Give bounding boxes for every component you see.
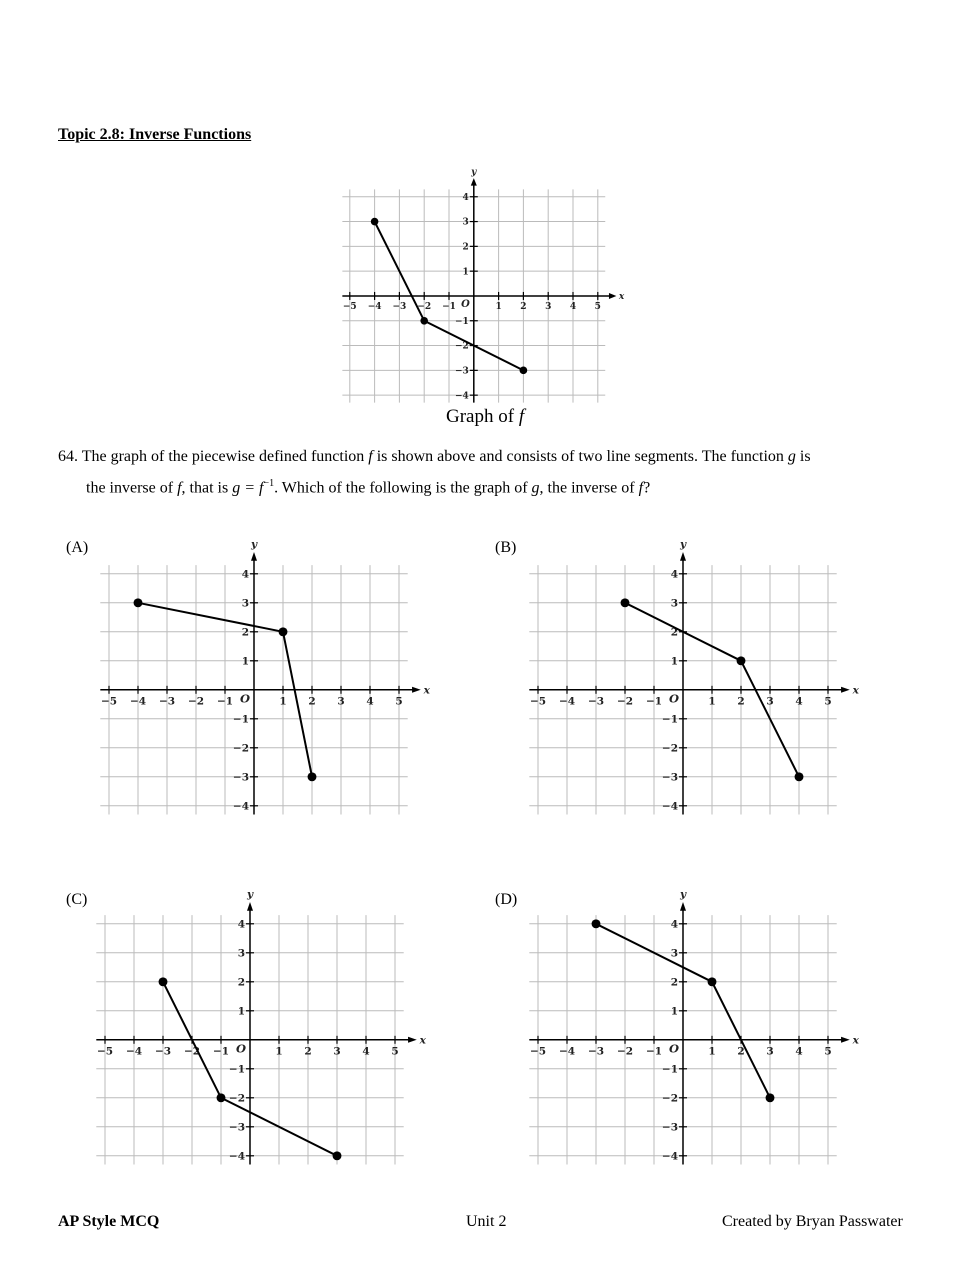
x-tick-label: −3	[392, 301, 407, 312]
y-tick-label: 4	[670, 918, 678, 931]
y-tick-label: 2	[670, 626, 678, 639]
x-tick-label: 4	[570, 301, 577, 312]
x-tick-label: 5	[391, 1045, 399, 1058]
x-tick-label: −3	[158, 695, 176, 708]
x-tick-label: 1	[708, 695, 716, 708]
graph-option-b[interactable]	[509, 539, 872, 829]
q-var-g: g	[531, 479, 540, 497]
y-tick-label: 4	[241, 568, 249, 581]
x-tick-label: −4	[558, 695, 576, 708]
origin-label: O	[239, 691, 250, 706]
x-tick-label: 1	[275, 1045, 283, 1058]
x-tick-label: 1	[495, 301, 502, 312]
question-line-2	[86, 478, 650, 497]
endpoint-dot	[592, 920, 601, 929]
y-axis-label: y	[250, 538, 258, 551]
q-text: the inverse of	[86, 479, 178, 497]
x-axis-arrow-icon	[841, 1037, 850, 1043]
x-axis-arrow-icon	[841, 687, 850, 693]
y-tick-label: −2	[228, 1092, 245, 1105]
x-tick-label: 4	[366, 695, 374, 708]
y-tick-label: −1	[661, 713, 678, 726]
x-tick-label: 3	[333, 1045, 341, 1058]
x-tick-label: 2	[737, 1045, 745, 1058]
y-axis-label: y	[679, 888, 687, 901]
x-tick-label: −2	[187, 695, 205, 708]
endpoint-dot	[795, 773, 804, 782]
x-tick-label: −4	[558, 1045, 576, 1058]
x-tick-label: −5	[96, 1045, 114, 1058]
caption-text: Graph of	[446, 406, 519, 427]
question-line-1	[58, 448, 811, 466]
y-axis-arrow-icon	[471, 178, 477, 185]
q-equation: g = f	[232, 479, 264, 497]
endpoint-dot	[217, 1094, 226, 1103]
y-tick-label: 2	[670, 976, 678, 989]
x-tick-label: 5	[824, 695, 832, 708]
y-tick-label: −1	[228, 1063, 245, 1076]
x-tick-label: −2	[183, 1045, 201, 1058]
x-tick-label: −3	[154, 1045, 172, 1058]
y-tick-label: −3	[661, 1121, 678, 1134]
y-tick-label: −2	[661, 742, 678, 755]
origin-label: O	[668, 1041, 679, 1056]
endpoint-dot	[737, 657, 746, 666]
q-exponent: −1	[263, 478, 275, 489]
q-text: , that is	[181, 479, 233, 497]
y-axis-label: y	[471, 167, 477, 178]
x-axis-arrow-icon	[408, 1037, 417, 1043]
y-tick-label: −1	[455, 316, 469, 327]
y-tick-label: −3	[228, 1121, 245, 1134]
q-var-f: f	[638, 479, 644, 497]
x-tick-label: −4	[367, 301, 382, 312]
x-axis-label: x	[852, 684, 859, 697]
y-axis-arrow-icon	[251, 552, 257, 561]
x-tick-label: 3	[545, 301, 552, 312]
x-tick-label: −5	[529, 1045, 547, 1058]
endpoint-dot	[333, 1152, 342, 1161]
y-tick-label: −2	[455, 341, 469, 352]
q-var-f: f	[177, 479, 182, 497]
x-tick-label: 3	[766, 695, 774, 708]
y-tick-label: −4	[228, 1150, 245, 1163]
x-tick-label: 1	[279, 695, 287, 708]
y-tick-label: 2	[241, 626, 249, 639]
x-tick-label: −1	[212, 1045, 230, 1058]
x-tick-label: 1	[708, 1045, 716, 1058]
x-tick-label: −1	[442, 301, 457, 312]
q-text: 64. The graph of the piecewise defined function	[58, 448, 369, 465]
y-tick-label: 1	[241, 655, 249, 668]
x-axis-arrow-icon	[609, 293, 616, 299]
y-tick-label: −2	[232, 742, 249, 755]
q-var-g: g	[787, 448, 796, 465]
x-tick-label: −2	[616, 695, 634, 708]
y-axis-label: y	[679, 538, 687, 551]
option-c-label[interactable]: (C)	[66, 891, 88, 908]
y-tick-label: 1	[462, 267, 469, 278]
endpoint-dot	[279, 628, 288, 637]
graph-of-f	[325, 167, 635, 415]
q-text: is shown above and consists of two line segments. The function	[372, 448, 788, 465]
y-tick-label: 3	[237, 947, 245, 960]
y-tick-label: −4	[661, 800, 678, 813]
x-tick-label: −3	[587, 695, 605, 708]
endpoint-dot	[134, 599, 143, 608]
x-tick-label: 3	[337, 695, 345, 708]
x-tick-label: −1	[645, 1045, 663, 1058]
y-tick-label: −2	[661, 1092, 678, 1105]
graph-option-a[interactable]	[80, 539, 443, 829]
footer-center: Unit 2	[466, 1213, 507, 1230]
endpoint-dot	[621, 599, 630, 608]
x-tick-label: −2	[417, 301, 432, 312]
y-tick-label: −3	[232, 771, 249, 784]
x-tick-label: 2	[737, 695, 745, 708]
x-axis-label: x	[419, 1034, 426, 1047]
endpoint-dot	[308, 773, 317, 782]
graph-caption	[446, 406, 524, 428]
origin-label: O	[668, 691, 679, 706]
y-tick-label: −4	[232, 800, 249, 813]
y-tick-label: −3	[455, 366, 469, 377]
y-tick-label: 1	[670, 1005, 678, 1018]
option-b-label[interactable]: (B)	[495, 539, 517, 556]
x-tick-label: 2	[308, 695, 316, 708]
x-tick-label: −1	[216, 695, 234, 708]
y-axis-arrow-icon	[680, 902, 686, 911]
x-tick-label: −5	[100, 695, 118, 708]
x-tick-label: 3	[766, 1045, 774, 1058]
y-axis-label: y	[246, 888, 254, 901]
y-tick-label: 2	[237, 976, 245, 989]
x-tick-label: 2	[520, 301, 527, 312]
x-axis-label: x	[619, 292, 625, 303]
q-text: ?	[643, 479, 651, 497]
x-tick-label: 4	[795, 1045, 803, 1058]
x-tick-label: −4	[125, 1045, 143, 1058]
x-tick-label: 5	[824, 1045, 832, 1058]
q-var-f: f	[368, 448, 373, 465]
x-tick-label: 4	[795, 695, 803, 708]
endpoint-dot	[421, 317, 429, 325]
graph-option-d[interactable]	[509, 889, 872, 1179]
y-tick-label: 4	[670, 568, 678, 581]
x-axis-label: x	[852, 1034, 859, 1047]
graph-option-c[interactable]	[76, 889, 439, 1179]
x-tick-label: −4	[129, 695, 147, 708]
x-tick-label: −2	[616, 1045, 634, 1058]
option-a-label[interactable]: (A)	[66, 539, 89, 556]
x-axis-arrow-icon	[412, 687, 421, 693]
footer-left: AP Style MCQ	[58, 1213, 160, 1230]
y-tick-label: 3	[241, 597, 249, 610]
x-axis-label: x	[423, 684, 430, 697]
endpoint-dot	[766, 1094, 775, 1103]
y-tick-label: −4	[661, 1150, 678, 1163]
x-tick-label: 5	[594, 301, 602, 312]
y-tick-label: 4	[462, 192, 469, 203]
y-tick-label: 1	[237, 1005, 245, 1018]
y-tick-label: 3	[462, 217, 469, 228]
topic-heading: Topic 2.8: Inverse Functions	[58, 126, 252, 143]
y-tick-label: 3	[670, 597, 678, 610]
q-text: is	[795, 448, 811, 465]
option-d-label[interactable]: (D)	[495, 891, 518, 908]
x-tick-label: 2	[304, 1045, 312, 1058]
endpoint-dot	[520, 367, 528, 375]
endpoint-dot	[371, 218, 379, 226]
y-tick-label: −3	[661, 771, 678, 784]
y-tick-label: 1	[670, 655, 678, 668]
endpoint-dot	[159, 978, 168, 987]
x-tick-label: −3	[587, 1045, 605, 1058]
endpoint-dot	[708, 978, 717, 987]
y-tick-label: 4	[237, 918, 245, 931]
y-axis-arrow-icon	[247, 902, 253, 911]
x-tick-label: −1	[645, 695, 663, 708]
caption-var: f	[518, 406, 525, 427]
origin-label: O	[235, 1041, 246, 1056]
origin-label: O	[461, 298, 470, 310]
y-tick-label: −1	[232, 713, 249, 726]
x-tick-label: 5	[395, 695, 403, 708]
y-axis-arrow-icon	[680, 552, 686, 561]
y-tick-label: 2	[462, 242, 469, 253]
x-tick-label: −5	[343, 301, 357, 312]
q-text: . Which of the following is the graph of	[274, 479, 532, 497]
footer-right: Created by Bryan Passwater	[722, 1213, 903, 1230]
y-tick-label: −4	[455, 391, 469, 402]
y-tick-label: 3	[670, 947, 678, 960]
q-text: , the inverse of	[539, 479, 639, 497]
y-tick-label: −1	[661, 1063, 678, 1076]
x-tick-label: −5	[529, 695, 547, 708]
x-tick-label: 4	[362, 1045, 370, 1058]
